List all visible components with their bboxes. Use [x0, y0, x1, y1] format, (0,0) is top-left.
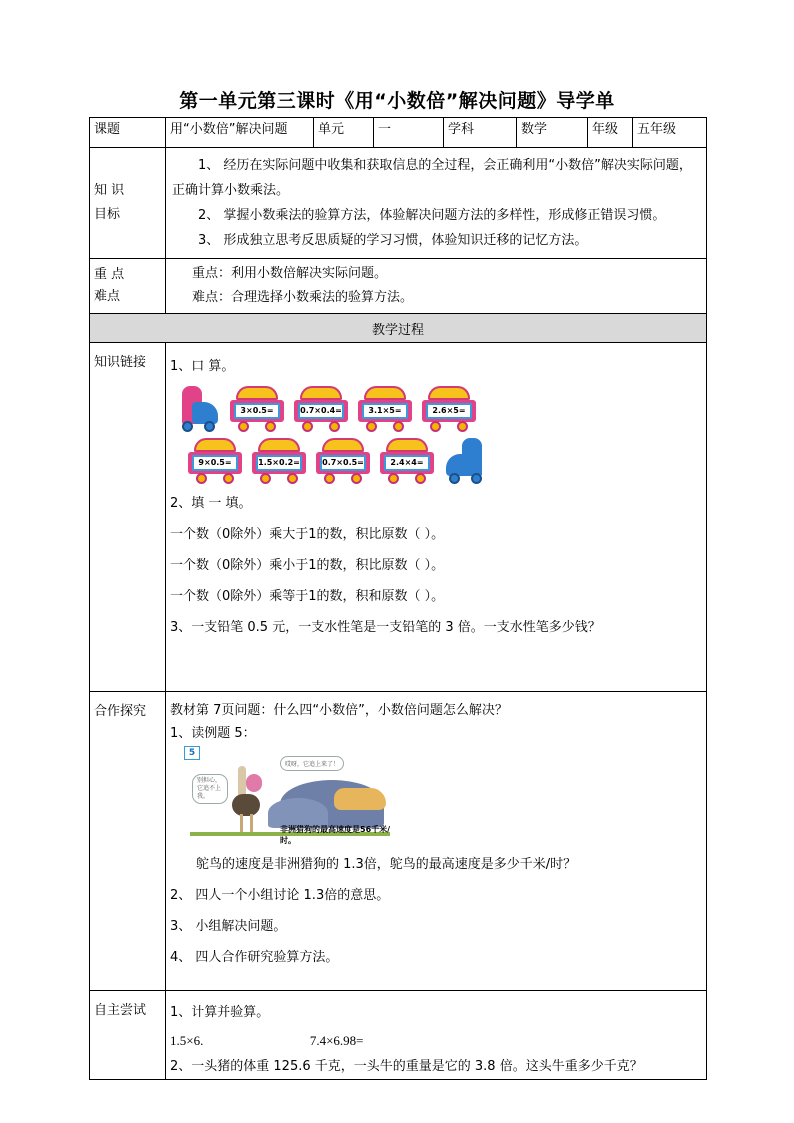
goal-item: 2、 掌握小数乘法的验算方法，体验解决问题方法的多样性，形成修正错误习惯。 — [198, 208, 666, 223]
example-heading: 1、读例题 5： — [170, 726, 256, 741]
goal-item: 3、 形成独立思考反思质疑的学习习惯，体验知识迁移的记忆方法。 — [198, 233, 588, 248]
self-calc-heading: 1、计算并验算。 — [170, 1005, 270, 1020]
train-engine-icon — [444, 438, 488, 484]
train-bottom — [188, 438, 702, 484]
keypoints-row — [90, 259, 707, 314]
goals-row — [90, 148, 707, 259]
fill-item: 一个数（0除外）乘大于1的数，积比原数（ ）。 — [170, 527, 445, 542]
self-try-content — [166, 991, 707, 1080]
knowledge-link-label: 知识链接 — [90, 343, 166, 692]
calc-item: 0.7×0.5= — [320, 455, 366, 471]
calc-item: 3.1×5= — [362, 403, 408, 419]
pen-question: 3、一支铅笔 0.5 元，一支水性笔是一支铅笔的 3 倍。一支水性笔多少钱？ — [170, 620, 601, 635]
keypoints-content — [166, 259, 707, 314]
speech-bubble: 别担心，它追不上我。 — [192, 774, 228, 804]
calc-item: 1.5×0.2= — [256, 455, 302, 471]
example-number: 5 — [184, 746, 200, 760]
header-row — [90, 118, 707, 148]
cheetah-icon — [334, 788, 386, 810]
document-title: 第一单元第三课时《用“小数倍”解决问题》导学单 — [179, 90, 615, 112]
goals-content — [166, 148, 707, 259]
goal-item: 1、 经历在实际问题中收集和获取信息的全过程，会正确利用“小数倍”解决实际问题，正确计算小数乘法。 — [172, 158, 692, 198]
train-car — [316, 438, 370, 484]
child-figure-icon — [246, 774, 262, 792]
train-engine-icon — [176, 386, 220, 432]
fill-heading: 2、填 一 填。 — [170, 496, 252, 511]
grade-value: 五年级 — [633, 118, 707, 148]
subject-label: 学科 — [444, 118, 517, 148]
grade-label: 年级 — [588, 118, 633, 148]
speech-bubble: 哎呀，它追上来了！ — [280, 756, 344, 771]
train-car — [380, 438, 434, 484]
focus-text: 重点：利用小数倍解决实际问题。 — [192, 266, 388, 281]
figure-caption: 非洲猎狗的最高速度是56千米/时。 — [280, 825, 391, 845]
process-title: 教学过程 — [90, 314, 707, 343]
unit-value: 一 — [374, 118, 444, 148]
calc-line — [170, 1027, 702, 1055]
calc-b: 7.4×6.98= — [309, 1033, 364, 1048]
knowledge-link-row — [90, 343, 707, 692]
coop-step: 3、 小组解决问题。 — [170, 919, 287, 934]
calc-item: 2.6×5= — [426, 403, 472, 419]
calc-item: 9×0.5= — [192, 455, 238, 471]
self-try-row — [90, 991, 707, 1080]
train-car — [230, 386, 284, 432]
lesson-label: 课题 — [90, 118, 166, 148]
lesson-value: 用“小数倍”解决问题 — [166, 118, 314, 148]
fill-item: 一个数（0除外）乘等于1的数，积和原数（ ）。 — [170, 589, 445, 604]
train-car — [358, 386, 412, 432]
coop-step: 2、 四人一个小组讨论 1.3倍的意思。 — [170, 888, 390, 903]
coop-step: 4、 四人合作研究验算方法。 — [170, 950, 339, 965]
calc-item: 2.4×4= — [384, 455, 430, 471]
cooperation-content — [166, 692, 707, 991]
study-sheet-table — [89, 117, 707, 1080]
example-illustration — [184, 746, 394, 846]
train-top — [176, 386, 702, 432]
knowledge-link-content — [166, 343, 707, 692]
self-try-label: 自主尝试 — [90, 991, 166, 1080]
unit-label: 单元 — [314, 118, 374, 148]
train-car — [294, 386, 348, 432]
calc-item: 3×0.5= — [234, 403, 280, 419]
fill-item: 一个数（0除外）乘小于1的数，积比原数（ ）。 — [170, 558, 445, 573]
goals-label: 知 识 目标 — [90, 148, 166, 259]
cooperation-row — [90, 692, 707, 991]
train-car — [422, 386, 476, 432]
train-car — [252, 438, 306, 484]
cooperation-intro: 教材第 7页问题：什么四“小数倍”，小数倍问题怎么解决？ — [170, 703, 508, 718]
calc-a: 1.5×6. — [170, 1033, 204, 1048]
oral-calc-heading: 1、口 算。 — [170, 359, 235, 374]
train-car — [188, 438, 242, 484]
keypoints-label: 重 点 难点 — [90, 259, 166, 314]
example-question: 鸵鸟的速度是非洲猎狗的 1.3倍，鸵鸟的最高速度是多少千米/时？ — [196, 857, 577, 872]
weight-question: 2、一头猪的体重 125.6 千克，一头牛的重量是它的 3.8 倍。这头牛重多少千克？ — [170, 1059, 643, 1074]
calc-item: 0.7×0.4= — [298, 403, 344, 419]
subject-value: 数学 — [517, 118, 588, 148]
difficulty-text: 难点：合理选择小数乘法的验算方法。 — [192, 290, 414, 305]
cooperation-label: 合作探究 — [90, 692, 166, 991]
process-header-row — [90, 314, 707, 343]
